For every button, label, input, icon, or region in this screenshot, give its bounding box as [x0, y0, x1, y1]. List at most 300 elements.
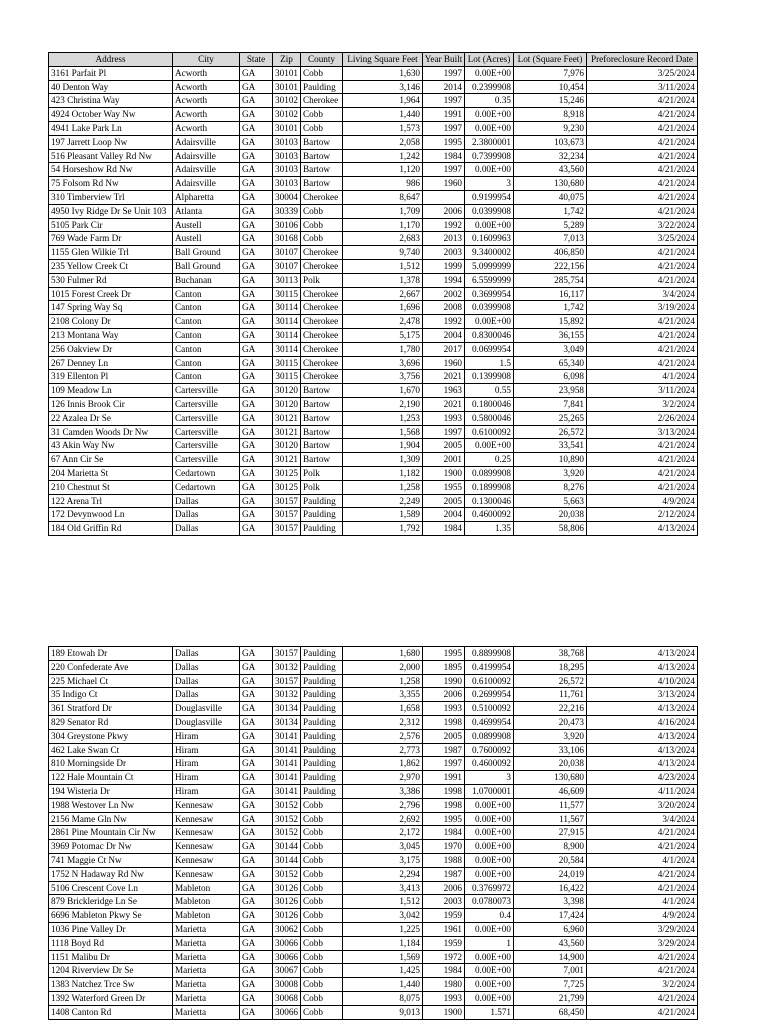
cell-living-sqft: 2,970 [343, 771, 423, 785]
cell-address: 304 Greystone Pkwy [49, 729, 173, 743]
cell-record-date: 3/20/2024 [587, 798, 698, 812]
cell-year-built: 2004 [423, 328, 465, 342]
cell-living-sqft: 1,258 [343, 674, 423, 688]
cell-lot-sqft: 16,422 [514, 881, 587, 895]
cell-lot-acres: 0.0780073 [465, 895, 514, 909]
cell-city: Adairsville [173, 163, 240, 177]
cell-lot-sqft: 5,289 [514, 218, 587, 232]
cell-zip: 30134 [273, 715, 301, 729]
cell-record-date: 4/21/2024 [587, 246, 698, 260]
cell-city: Cartersville [173, 453, 240, 467]
cell-address: 256 Oakview Dr [49, 342, 173, 356]
cell-address: 213 Montana Way [49, 328, 173, 342]
table-row [49, 342, 698, 356]
cell-lot-acres: 0.9199954 [465, 190, 514, 204]
cell-state: GA [240, 163, 273, 177]
cell-living-sqft: 2,773 [343, 743, 423, 757]
cell-year-built: 2002 [423, 287, 465, 301]
cell-county: Cobb [301, 798, 343, 812]
cell-record-date: 3/11/2024 [587, 384, 698, 398]
cell-city: Cartersville [173, 397, 240, 411]
property-table-page-2 [48, 646, 698, 1020]
cell-zip: 30152 [273, 826, 301, 840]
table-row [49, 384, 698, 398]
cell-lot-sqft: 7,013 [514, 232, 587, 246]
table-row [49, 177, 698, 191]
cell-city: Acworth [173, 121, 240, 135]
cell-lot-acres: 9.3400002 [465, 246, 514, 260]
cell-address: 54 Horseshow Rd Nw [49, 163, 173, 177]
cell-lot-sqft: 8,276 [514, 480, 587, 494]
table-row [49, 439, 698, 453]
cell-living-sqft: 2,692 [343, 812, 423, 826]
table-row [49, 315, 698, 329]
cell-lot-sqft: 15,246 [514, 94, 587, 108]
cell-record-date: 3/25/2024 [587, 232, 698, 246]
table-row [49, 853, 698, 867]
cell-address: 22 Azalea Dr Se [49, 411, 173, 425]
cell-state: GA [240, 978, 273, 992]
cell-county: Polk [301, 480, 343, 494]
cell-state: GA [240, 190, 273, 204]
cell-year-built: 1895 [423, 660, 465, 674]
cell-address: 829 Senator Rd [49, 715, 173, 729]
cell-zip: 30141 [273, 784, 301, 798]
cell-state: GA [240, 826, 273, 840]
cell-living-sqft: 2,058 [343, 135, 423, 149]
cell-state: GA [240, 757, 273, 771]
cell-address: 31 Camden Woods Dr Nw [49, 425, 173, 439]
cell-zip: 30113 [273, 273, 301, 287]
cell-living-sqft: 3,413 [343, 881, 423, 895]
cell-lot-sqft: 21,799 [514, 991, 587, 1005]
table-row [49, 259, 698, 273]
table-row [49, 729, 698, 743]
cell-county: Cobb [301, 232, 343, 246]
cell-zip: 30152 [273, 867, 301, 881]
cell-lot-sqft: 285,754 [514, 273, 587, 287]
cell-address: 1392 Waterford Green Dr [49, 991, 173, 1005]
cell-county: Paulding [301, 80, 343, 94]
table-row [49, 66, 698, 80]
table-row [49, 301, 698, 315]
cell-lot-sqft: 20,038 [514, 508, 587, 522]
cell-zip: 30141 [273, 771, 301, 785]
cell-address: 530 Fulmer Rd [49, 273, 173, 287]
cell-lot-sqft: 130,680 [514, 177, 587, 191]
cell-year-built: 1997 [423, 163, 465, 177]
cell-county: Cobb [301, 881, 343, 895]
table-row [49, 881, 698, 895]
cell-county: Paulding [301, 660, 343, 674]
cell-city: Marietta [173, 978, 240, 992]
cell-record-date: 4/21/2024 [587, 342, 698, 356]
table-row [49, 108, 698, 122]
cell-zip: 30062 [273, 922, 301, 936]
cell-county: Paulding [301, 715, 343, 729]
cell-state: GA [240, 840, 273, 854]
cell-zip: 30121 [273, 425, 301, 439]
cell-year-built: 1970 [423, 840, 465, 854]
cell-lot-acres: 0.1300046 [465, 494, 514, 508]
cell-address: 3969 Potomac Dr Nw [49, 840, 173, 854]
cell-zip: 30103 [273, 163, 301, 177]
cell-lot-acres: 0.1899908 [465, 480, 514, 494]
cell-living-sqft: 3,696 [343, 356, 423, 370]
cell-county: Cherokee [301, 315, 343, 329]
cell-living-sqft: 2,000 [343, 660, 423, 674]
cell-city: Kennesaw [173, 826, 240, 840]
cell-year-built: 1998 [423, 784, 465, 798]
cell-lot-sqft: 1,742 [514, 301, 587, 315]
cell-zip: 30114 [273, 342, 301, 356]
cell-lot-acres: 0.2699954 [465, 688, 514, 702]
cell-zip: 30068 [273, 991, 301, 1005]
cell-city: Kennesaw [173, 812, 240, 826]
cell-city: Adairsville [173, 135, 240, 149]
cell-record-date: 4/21/2024 [587, 135, 698, 149]
cell-state: GA [240, 287, 273, 301]
cell-year-built: 2006 [423, 881, 465, 895]
cell-living-sqft: 9,013 [343, 1005, 423, 1019]
cell-lot-acres: 0.00E+00 [465, 812, 514, 826]
cell-state: GA [240, 232, 273, 246]
cell-year-built: 1955 [423, 480, 465, 494]
cell-lot-acres: 0.4600092 [465, 757, 514, 771]
cell-lot-sqft: 1,742 [514, 204, 587, 218]
cell-lot-acres: 0.00E+00 [465, 922, 514, 936]
cell-living-sqft: 1,512 [343, 895, 423, 909]
cell-state: GA [240, 798, 273, 812]
table-row [49, 397, 698, 411]
cell-record-date: 4/21/2024 [587, 108, 698, 122]
cell-lot-acres: 3 [465, 771, 514, 785]
cell-county: Cobb [301, 1005, 343, 1019]
cell-lot-acres: 0.00E+00 [465, 867, 514, 881]
cell-county: Cobb [301, 867, 343, 881]
cell-record-date: 2/12/2024 [587, 508, 698, 522]
cell-city: Kennesaw [173, 867, 240, 881]
cell-lot-sqft: 3,920 [514, 729, 587, 743]
cell-address: 126 Innis Brook Cir [49, 397, 173, 411]
cell-city: Austell [173, 232, 240, 246]
cell-state: GA [240, 715, 273, 729]
cell-address: 1118 Boyd Rd [49, 936, 173, 950]
cell-record-date: 3/4/2024 [587, 287, 698, 301]
cell-record-date: 3/2/2024 [587, 978, 698, 992]
cell-zip: 30157 [273, 674, 301, 688]
cell-address: 2861 Pine Mountain Cir Nw [49, 826, 173, 840]
cell-address: 879 Brickleridge Ln Se [49, 895, 173, 909]
cell-city: Acworth [173, 80, 240, 94]
table-row [49, 480, 698, 494]
table-row [49, 273, 698, 287]
cell-zip: 30157 [273, 522, 301, 536]
cell-state: GA [240, 881, 273, 895]
table-row [49, 508, 698, 522]
cell-zip: 30339 [273, 204, 301, 218]
cell-year-built: 1960 [423, 177, 465, 191]
cell-record-date: 4/21/2024 [587, 121, 698, 135]
cell-lot-acres: 0.00E+00 [465, 978, 514, 992]
cell-lot-acres: 0.6100092 [465, 425, 514, 439]
cell-lot-acres: 0.5100092 [465, 702, 514, 716]
cell-state: GA [240, 895, 273, 909]
cell-state: GA [240, 149, 273, 163]
cell-city: Marietta [173, 936, 240, 950]
cell-living-sqft: 1,184 [343, 936, 423, 950]
cell-lot-sqft: 32,234 [514, 149, 587, 163]
cell-living-sqft: 8,075 [343, 991, 423, 1005]
cell-record-date: 2/26/2024 [587, 411, 698, 425]
cell-address: 210 Chestnut St [49, 480, 173, 494]
cell-year-built: 1992 [423, 315, 465, 329]
cell-address: 2108 Colony Dr [49, 315, 173, 329]
cell-lot-acres: 0.00E+00 [465, 108, 514, 122]
cell-address: 1988 Westover Ln Nw [49, 798, 173, 812]
table-row [49, 991, 698, 1005]
cell-state: GA [240, 466, 273, 480]
cell-living-sqft: 1,569 [343, 950, 423, 964]
cell-city: Marietta [173, 1005, 240, 1019]
table-row [49, 163, 698, 177]
cell-record-date: 3/13/2024 [587, 425, 698, 439]
table-row [49, 121, 698, 135]
cell-zip: 30067 [273, 964, 301, 978]
cell-city: Hiram [173, 757, 240, 771]
cell-record-date: 4/21/2024 [587, 466, 698, 480]
cell-state: GA [240, 273, 273, 287]
cell-living-sqft: 1,120 [343, 163, 423, 177]
cell-year-built: 2003 [423, 246, 465, 260]
cell-state: GA [240, 246, 273, 260]
cell-state: GA [240, 439, 273, 453]
cell-year-built: 1997 [423, 757, 465, 771]
cell-lot-acres: 0.2399908 [465, 80, 514, 94]
cell-address: 310 Timberview Trl [49, 190, 173, 204]
cell-zip: 30125 [273, 466, 301, 480]
column-header-lot-sqft: Lot (Square Feet) [514, 53, 587, 67]
cell-living-sqft: 2,249 [343, 494, 423, 508]
cell-zip: 30102 [273, 94, 301, 108]
cell-city: Alpharetta [173, 190, 240, 204]
cell-year-built: 1998 [423, 798, 465, 812]
cell-lot-sqft: 7,001 [514, 964, 587, 978]
cell-record-date: 3/25/2024 [587, 66, 698, 80]
table-row [49, 370, 698, 384]
cell-county: Cherokee [301, 370, 343, 384]
cell-lot-acres: 0.00E+00 [465, 950, 514, 964]
cell-record-date: 3/29/2024 [587, 936, 698, 950]
cell-zip: 30126 [273, 909, 301, 923]
cell-address: 197 Jarrett Loop Nw [49, 135, 173, 149]
cell-county: Cobb [301, 909, 343, 923]
cell-living-sqft: 2,667 [343, 287, 423, 301]
table-row [49, 757, 698, 771]
table-row [49, 867, 698, 881]
cell-county: Bartow [301, 411, 343, 425]
cell-state: GA [240, 922, 273, 936]
cell-lot-acres: 0.7600092 [465, 743, 514, 757]
cell-record-date: 4/9/2024 [587, 909, 698, 923]
cell-city: Dallas [173, 674, 240, 688]
cell-year-built: 1997 [423, 121, 465, 135]
column-header-state: State [240, 53, 273, 67]
cell-year-built: 1990 [423, 674, 465, 688]
cell-living-sqft: 1,904 [343, 439, 423, 453]
cell-living-sqft: 3,175 [343, 853, 423, 867]
cell-address: 194 Wisteria Dr [49, 784, 173, 798]
table-row [49, 715, 698, 729]
cell-address: 1752 N Hadaway Rd Nw [49, 867, 173, 881]
cell-address: 172 Devynwood Ln [49, 508, 173, 522]
table-row [49, 356, 698, 370]
cell-record-date: 4/13/2024 [587, 757, 698, 771]
cell-lot-sqft: 23,958 [514, 384, 587, 398]
cell-county: Cobb [301, 936, 343, 950]
cell-zip: 30107 [273, 259, 301, 273]
cell-year-built: 1987 [423, 743, 465, 757]
cell-state: GA [240, 991, 273, 1005]
cell-county: Bartow [301, 453, 343, 467]
cell-record-date: 4/13/2024 [587, 660, 698, 674]
cell-zip: 30125 [273, 480, 301, 494]
cell-year-built: 1900 [423, 466, 465, 480]
cell-city: Marietta [173, 922, 240, 936]
cell-county: Cherokee [301, 301, 343, 315]
cell-lot-sqft: 14,900 [514, 950, 587, 964]
cell-county: Paulding [301, 522, 343, 536]
cell-lot-acres: 0.00E+00 [465, 66, 514, 80]
cell-lot-acres: 0.00E+00 [465, 826, 514, 840]
cell-record-date: 3/4/2024 [587, 812, 698, 826]
table-body-page-2 [49, 647, 698, 1020]
cell-year-built: 1960 [423, 356, 465, 370]
cell-address: 1155 Glen Wilkie Trl [49, 246, 173, 260]
cell-state: GA [240, 964, 273, 978]
cell-year-built: 2004 [423, 508, 465, 522]
table-row [49, 647, 698, 661]
cell-year-built: 1993 [423, 991, 465, 1005]
cell-county: Polk [301, 273, 343, 287]
cell-lot-acres: 0.00E+00 [465, 121, 514, 135]
cell-city: Dallas [173, 522, 240, 536]
cell-lot-acres: 0.4699954 [465, 715, 514, 729]
cell-zip: 30144 [273, 840, 301, 854]
cell-county: Cherokee [301, 259, 343, 273]
cell-living-sqft: 1,182 [343, 466, 423, 480]
cell-year-built: 2005 [423, 439, 465, 453]
cell-record-date: 4/21/2024 [587, 453, 698, 467]
cell-record-date: 4/21/2024 [587, 177, 698, 191]
cell-lot-acres: 1.35 [465, 522, 514, 536]
cell-city: Adairsville [173, 177, 240, 191]
cell-county: Cobb [301, 853, 343, 867]
cell-address: 6696 Mableton Pkwy Se [49, 909, 173, 923]
cell-lot-sqft: 27,915 [514, 826, 587, 840]
cell-county: Paulding [301, 757, 343, 771]
cell-zip: 30107 [273, 246, 301, 260]
cell-lot-sqft: 40,075 [514, 190, 587, 204]
cell-record-date: 4/13/2024 [587, 729, 698, 743]
cell-lot-sqft: 11,577 [514, 798, 587, 812]
cell-zip: 30132 [273, 688, 301, 702]
cell-lot-sqft: 9,230 [514, 121, 587, 135]
cell-year-built: 1980 [423, 978, 465, 992]
cell-city: Cartersville [173, 384, 240, 398]
cell-address: 189 Etowah Dr [49, 647, 173, 661]
cell-county: Cobb [301, 922, 343, 936]
cell-state: GA [240, 425, 273, 439]
cell-county: Bartow [301, 135, 343, 149]
cell-zip: 30114 [273, 328, 301, 342]
cell-living-sqft: 1,573 [343, 121, 423, 135]
cell-year-built: 1900 [423, 1005, 465, 1019]
cell-city: Cedartown [173, 480, 240, 494]
cell-living-sqft: 1,170 [343, 218, 423, 232]
cell-city: Marietta [173, 950, 240, 964]
cell-address: 4950 Ivy Ridge Dr Se Unit 103 [49, 204, 173, 218]
cell-year-built: 2008 [423, 301, 465, 315]
cell-state: GA [240, 108, 273, 122]
cell-year-built: 1999 [423, 259, 465, 273]
cell-record-date: 4/21/2024 [587, 273, 698, 287]
cell-zip: 30114 [273, 301, 301, 315]
table-row [49, 674, 698, 688]
cell-lot-sqft: 11,567 [514, 812, 587, 826]
cell-living-sqft: 1,792 [343, 522, 423, 536]
cell-year-built: 1961 [423, 922, 465, 936]
cell-lot-acres: 0.3699954 [465, 287, 514, 301]
cell-address: 1408 Canton Rd [49, 1005, 173, 1019]
cell-lot-acres: 0.8899908 [465, 647, 514, 661]
cell-zip: 30066 [273, 936, 301, 950]
cell-city: Hiram [173, 743, 240, 757]
cell-state: GA [240, 453, 273, 467]
cell-county: Cherokee [301, 342, 343, 356]
cell-city: Cartersville [173, 411, 240, 425]
cell-year-built: 1998 [423, 715, 465, 729]
cell-city: Acworth [173, 66, 240, 80]
cell-county: Paulding [301, 674, 343, 688]
cell-living-sqft: 1,630 [343, 66, 423, 80]
cell-lot-acres: 0.6100092 [465, 674, 514, 688]
cell-zip: 30115 [273, 356, 301, 370]
cell-city: Marietta [173, 991, 240, 1005]
cell-zip: 30120 [273, 397, 301, 411]
cell-address: 4941 Lake Park Ln [49, 121, 173, 135]
table-row [49, 798, 698, 812]
cell-lot-sqft: 11,761 [514, 688, 587, 702]
cell-state: GA [240, 135, 273, 149]
cell-living-sqft: 2,312 [343, 715, 423, 729]
cell-lot-sqft: 25,265 [514, 411, 587, 425]
cell-lot-sqft: 43,560 [514, 163, 587, 177]
cell-county: Cobb [301, 218, 343, 232]
table-row [49, 978, 698, 992]
cell-year-built: 1988 [423, 853, 465, 867]
cell-county: Cobb [301, 204, 343, 218]
cell-lot-acres: 0.4199954 [465, 660, 514, 674]
table-row [49, 895, 698, 909]
cell-address: 147 Spring Way Sq [49, 301, 173, 315]
cell-city: Dallas [173, 660, 240, 674]
cell-lot-sqft: 16,117 [514, 287, 587, 301]
cell-county: Paulding [301, 729, 343, 743]
cell-lot-acres: 1.571 [465, 1005, 514, 1019]
cell-record-date: 4/21/2024 [587, 480, 698, 494]
cell-county: Cobb [301, 950, 343, 964]
